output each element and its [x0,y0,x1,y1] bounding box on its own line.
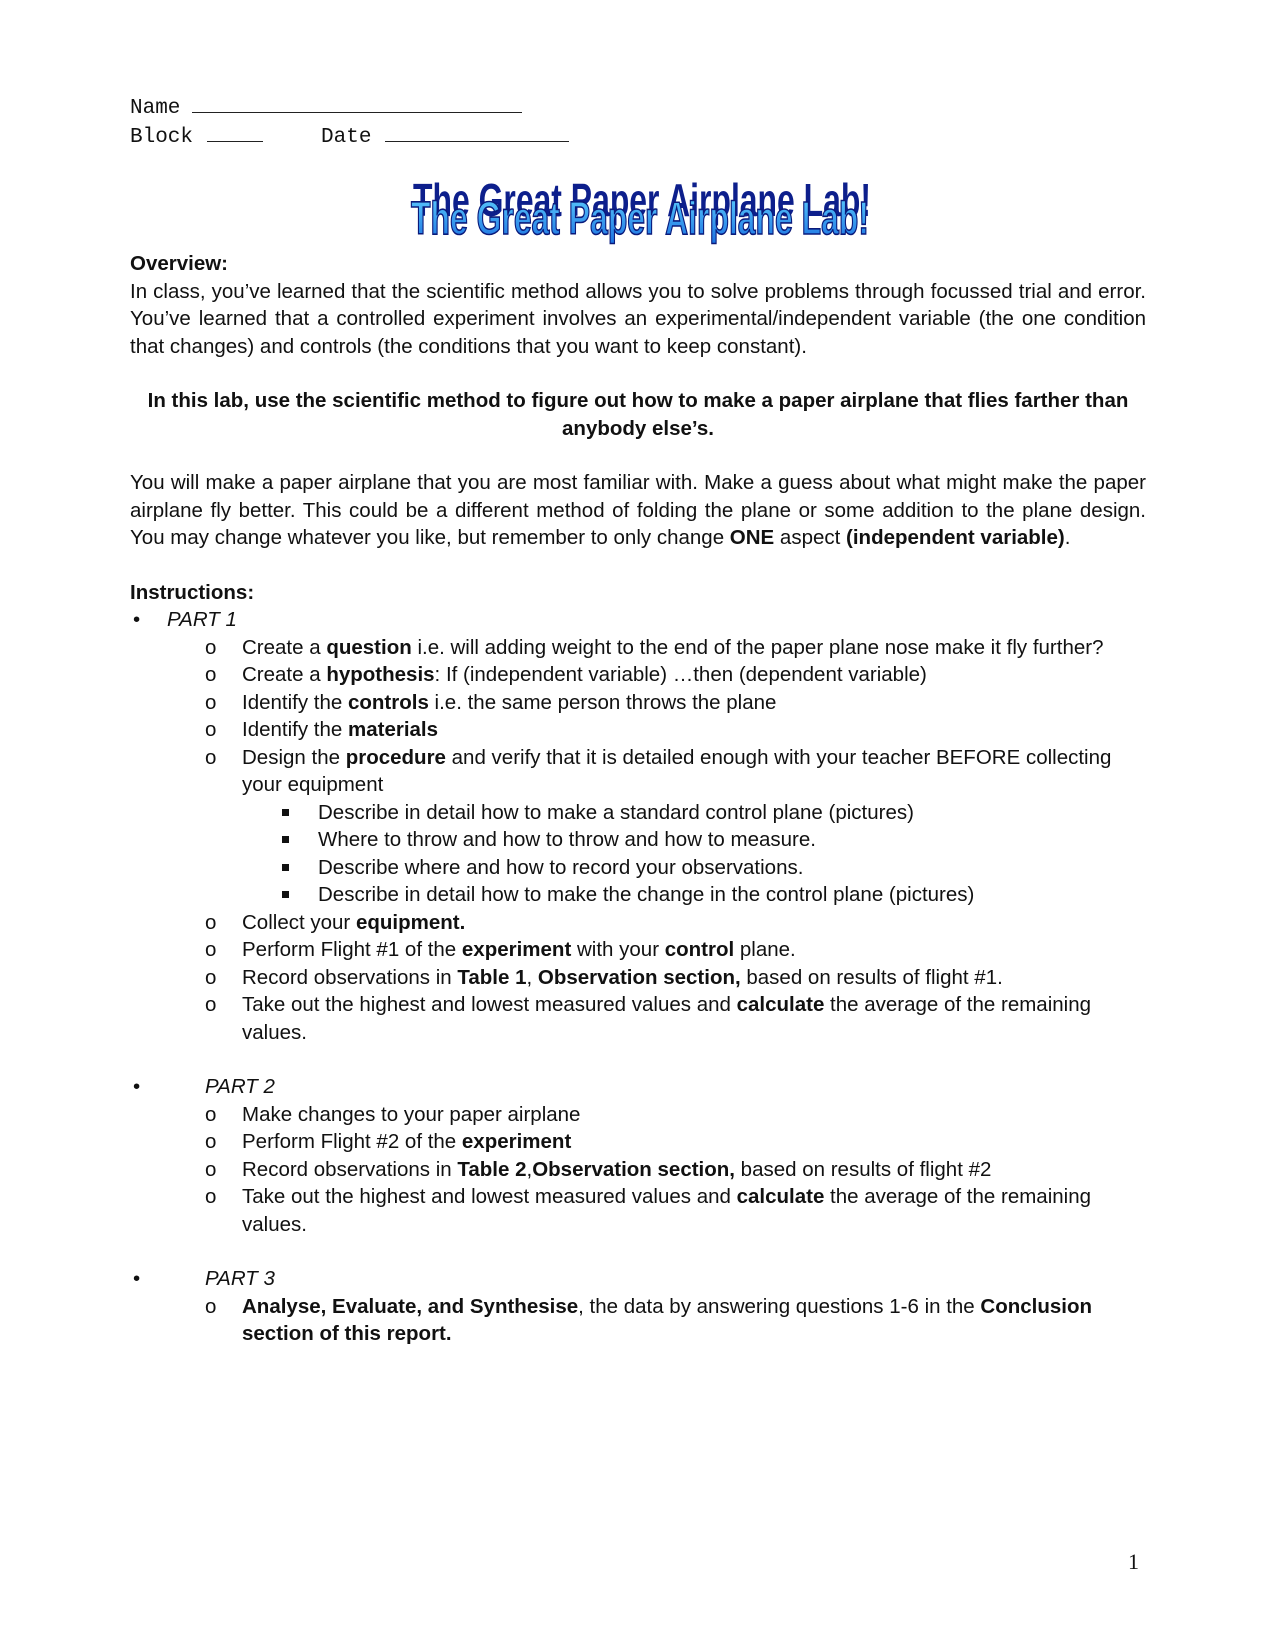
part-1-list-continued [130,909,1146,1047]
intro-text-a: You will make a paper airplane that you are most familiar with. Make a guess about what might make the paper airplane fly better. This could be a different method of folding the plane or some addition to the plane design. You may change whatever you like, but remember to only change [130,471,1146,549]
part-2-label: PART 2 [205,1075,275,1098]
name-blank [192,92,522,113]
date-label: Date [321,126,372,149]
list-item: o Perform Flight #2 of the experiment [205,1130,572,1153]
bullet-marker: • [133,1267,141,1290]
block-date-row [130,121,569,150]
list-item: o Record observations in Table 2,Observation section, based on results of flight #2 [205,1157,992,1181]
overview-text: In class, you’ve learned that the scientific method allows you to solve problems through focussed trial and error. You’ve learned that a controlled experiment involves an experimental/independent variable (the one condition that changes) and controls (the conditions that you want to keep constant). [130,279,1146,358]
bullet-marker: • [133,608,141,631]
sub-list-item: Describe where and how to record your observations. [130,854,1146,882]
title-shadow-text: The Great Paper Airplane Lab! [413,178,871,226]
part-1 [130,606,1146,634]
list-item: o Perform Flight #1 of the experiment with your control plane. [205,938,796,961]
list-item: o Take out the highest and lowest measured values and calculate the average of the remaining values. [205,1185,1092,1236]
list-item: o Create a question i.e. will adding weight to the end of the paper plane nose make it fly further? [205,635,1104,659]
part-1-list [130,634,1146,799]
part-3 [130,1265,1146,1293]
list-item: o Create a hypothesis: If (independent variable) …then (dependent variable) [205,663,927,686]
worksheet-content [130,250,1146,1348]
list-item: o Analyse, Evaluate, and Synthesise, the data by answering questions 1-6 in the Conclusion section of this report. [205,1294,1093,1345]
intro-bold-iv: (independent variable) [846,526,1065,549]
sub-list-item: Describe in detail how to make the change in the control plane (pictures) [130,881,1146,909]
part-3-list [130,1293,1146,1348]
list-item: o Identify the controls i.e. the same person throws the plane [205,690,777,714]
date-blank [385,121,569,142]
list-item: o Take out the highest and lowest measured values and calculate the average of the remaining values. [205,993,1092,1044]
sub-list-item: Where to throw and how to throw and how to measure. [130,826,1146,854]
bullet-marker: • [133,1075,141,1098]
student-info-header [130,92,569,150]
list-item: o Collect your equipment. [205,910,466,934]
list-item: o Record observations in Table 1, Observation section, based on results of flight #1. [205,965,1003,989]
page-number: 1 [1128,1549,1139,1574]
title-wordart [395,178,885,250]
list-item: o Design the procedure and verify that it is detailed enough with your teacher BEFORE collecting your equipment [205,745,1112,796]
name-label: Name [130,97,181,120]
overview-heading: Overview: [130,252,228,275]
instructions-heading: Instructions: [130,580,255,604]
part-1-label: PART 1 [167,608,237,631]
part-3-label: PART 3 [205,1267,275,1290]
part-2 [130,1073,1146,1101]
block-label: Block [130,126,194,149]
sub-list-item: Describe in detail how to make a standard control plane (pictures) [130,799,1146,827]
list-item: o Identify the materials [205,718,439,741]
intro-paragraph [130,469,1146,552]
title-text: The Great Paper Airplane Lab! [411,192,869,244]
task-statement: In this lab, use the scientific method to figure out how to make a paper airplane that flies farther than anybody else’s. [147,389,1129,440]
name-row [130,92,569,121]
intro-text-c: . [1064,526,1071,549]
title-wordart-graphic [395,178,885,250]
intro-bold-one: ONE [729,526,775,549]
intro-text-b: aspect [774,526,847,549]
list-item: o Make changes to your paper airplane [205,1102,581,1126]
procedure-sublist [130,799,1146,909]
block-blank [207,121,263,142]
part-2-list [130,1101,1146,1239]
